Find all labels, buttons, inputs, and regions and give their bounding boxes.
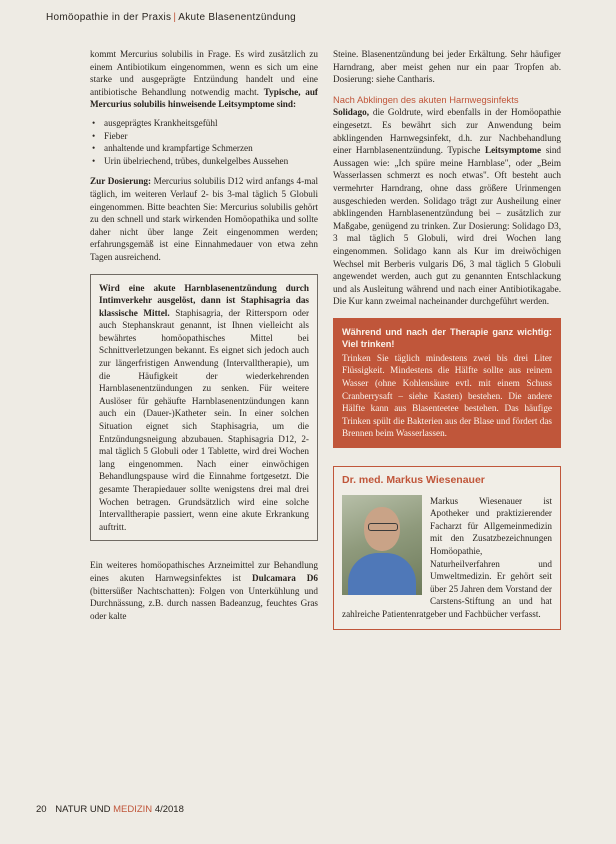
solidago-paragraph	[333, 106, 561, 308]
left-paragraph-1	[90, 48, 318, 111]
dulcamara-intro: Ein weiteres homöopathisches Arzneimittel zur Behandlung eines akuten Harnwegsinfektes ist	[90, 560, 318, 583]
staphisagria-box-heading: Wird eine akute Harnblasenentzündung durch Intimverkehr ausgelöst, dann ist Staphisagria das klassische Mittel.	[99, 282, 309, 318]
dulcamara-paragraph	[90, 559, 318, 622]
right-column	[333, 48, 561, 630]
dosage-text: Mercurius solubilis D12 wird anfangs 4-mal täglich, im weiteren Verlauf 2- bis 3-mal täglich 5 Globuli eingenommen. Bitte beachten Sie: Mercurius solubilis gehört zu den schnell und stark wirkenden Homöopathika und sollte daher nicht über lange Zeit eingenommen werden; erfahrungsgemäß ist eine Einnahmedauer von etwa zehn Tagen ausreichend.	[90, 176, 318, 262]
symptom-item: • Urin übelriechend, trübes, dunkelgelbes Aussehen	[104, 155, 318, 168]
magazine-name-accent: MEDIZIN	[113, 804, 153, 815]
section-subheading: Nach Abklingen des akuten Harnwegsinfekts	[333, 93, 519, 105]
symptom-list	[90, 117, 318, 167]
page-footer	[36, 804, 184, 815]
left-column	[90, 48, 318, 628]
leitsymptome-label: Leitsymptome	[484, 145, 542, 156]
symptom-item: • anhaltende und krampfartige Schmerzen	[104, 142, 318, 155]
leitsymptome-text: sind Aussagen wie: „Ich spüre meine Harnblase", oder „Beim Wasserlassen schmerzt es noch etwas". Oft besteht auch vermehrter Harndrang, ohne dass größere Urinmengen ausgeschieden werden. Solidago trägt zur Ausheilung einer abklingenden Harnblasenentzündung bei – zusätzlich zur Maßgabe, genügend zu trinken. Zur Dosierung: Solidago D3, 3 mal täglich 5 Globuli, wird drei Wochen lang eingenommen. Solidago kann als Kur im dreiwöchigen Wechsel mit Berberis vulgaris D6, 3 mal täglich 5 Globuli angewendet werden, auch gut zu genannten Entschlackung und als Ausleitung während und nach einer Antibiotikagabe. Die Kur kann zweimal nacheinander durchgeführt werden.	[333, 145, 562, 307]
running-header	[46, 12, 296, 23]
magazine-issue: 4/2018	[154, 804, 184, 815]
drinking-tip-title: Während und nach der Therapie ganz wichtig: Viel trinken!	[342, 326, 552, 349]
page-number: 20	[36, 804, 47, 815]
header-separator: |	[173, 12, 177, 23]
header-section: Homöopathie in der Praxis	[46, 12, 172, 23]
left-p1-text: kommt Mercurius solubilis in Frage. Es wird zusätzlich zu einem Antibiotikum eingenommen, wenn es sich um eine starke und ausgeprägte Entzündung handelt und eine antibiotische Behandlung notwendig macht.	[90, 49, 318, 97]
dosage-paragraph	[90, 175, 318, 263]
dulcamara-text: (bittersüßer Nachtschatten): Folgen von Unterkühlung und Durchnässung, z.B. durch nassen Badeanzug, feuchtes Gras oder kalte	[90, 585, 318, 621]
author-box	[333, 466, 561, 630]
staphisagria-box-text: Staphisagria, der Rittersporn oder auch Stephanskraut genannt, ist Ihnen vielleicht als bewährtes homöopathisches Mittel bei Schnittverletzungen bekannt. Es eignet sich jedoch auch zur längerfristigen Anwendung (Intervalltherapie), um die Häufigkeit der wiederkehrenden Harnblasenentzündungen zu senken. Für weitere Auslöser für gehäufte Harnblasenentzündungen kann auch ein (Dauer-)Katheter sein. In einer solchen Situation eignet sich Staphisagria, um die Entzündungsneigung abzubauen. Staphisagria D12, 2-mal täglich 5 Globuli oder 1 Tablette, wird drei Wochen lang eingenommen. Nach einer einwöchigen Behandlungspause wird die Einnahme fortgesetzt. Die gesamte Therapiedauer sollte wenigstens drei mal drei Wochen betragen. Grundsätzlich wird eine solche Intervalltherapie passiert, wenn eine akute Erkrankung auftritt.	[99, 307, 309, 532]
dulcamara-name: Dulcamara D6	[251, 572, 318, 583]
drinking-tip-box	[333, 318, 561, 448]
author-portrait	[342, 495, 422, 595]
left-p1-bold: Typische, auf Mercurius solubilis hinweisende Leitsymptome sind:	[90, 86, 318, 110]
author-name: Dr. med. Markus Wiesenauer	[342, 474, 485, 487]
solidago-text: die Goldrute, wird ebenfalls in der Homöopathie eingesetzt. Es bewährt sich zur Anwendung beim abklingenden Harnwegsinfekt, d.h. zur Nachbehandlung einer Harnblasenentzündung. Typische	[333, 107, 562, 156]
magazine-name: NATUR UND	[55, 804, 111, 815]
solidago-name: Solidago,	[333, 107, 369, 118]
right-paragraph-1: Steine. Blasenentzündung bei jeder Erkältung. Sehr häufiger Harndrang, aber meist gehen nur ein paar Tropfen ab. Dosierung: siehe Cantharis.	[333, 49, 561, 85]
portrait-shirt	[348, 553, 416, 595]
dosage-label: Zur Dosierung:	[90, 176, 152, 187]
drinking-tip-text: Trinken Sie täglich mindestens zwei bis drei Liter Flüssigkeit. Mindestens die Hälfte sollte aus reinem Wasser (ohne Kohlensäure evtl. mit einem Schuss Cranberrysaft – siehe Kasten) bestehen. Die andere Hälfte kann aus Blasenteetee bestehen. Das häufige Trinken spült die Bakterien aus der Blase und fördert das Brennen beim Wasserlassen.	[342, 352, 552, 439]
header-topic: Akute Blasenentzündung	[178, 12, 297, 23]
symptom-item: • Fieber	[104, 130, 318, 143]
portrait-glasses	[368, 523, 398, 531]
symptom-item: • ausgeprägtes Krankheitsgefühl	[104, 117, 318, 130]
author-bio: Markus Wiesenauer ist Apotheker und praktizierender Facharzt für Allgemeinmedizin mit den Zusatzbezeichnungen Homöopathie, Naturheilverfahren und Umweltmedizin. Er gehört seit über 25 Jahren dem Vorstand der Carstens-Stiftung an und hat zahlreiche Patientenratgeber und Fachbücher verfasst.	[342, 495, 552, 619]
staphisagria-box	[90, 274, 318, 542]
